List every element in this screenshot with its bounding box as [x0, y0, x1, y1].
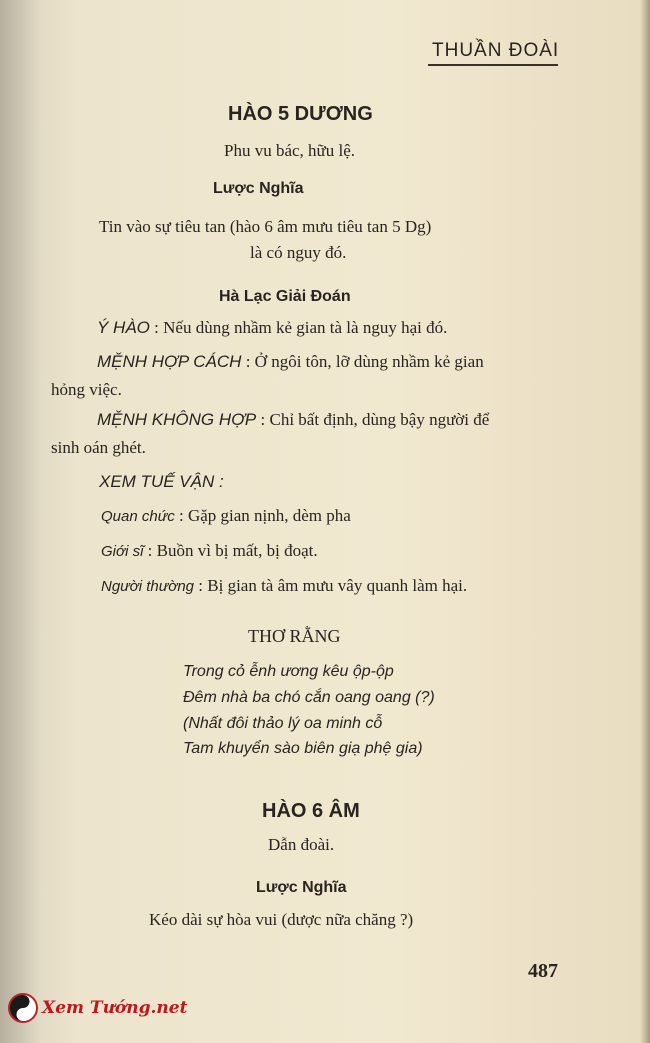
page-edge [640, 0, 650, 1043]
poem-line-1: Trong cỏ ễnh ương kêu ộp-ộp [183, 663, 394, 680]
hao5-heading: HÀO 5 DƯƠNG [228, 103, 373, 125]
hao6-subtitle: Dẫn đoài. [268, 835, 335, 854]
poem-line-3: (Nhất đôi thảo lý oa minh cỗ [183, 715, 383, 732]
watermark-text: Xem Tướng.net [42, 998, 188, 1018]
menh-khong-line [97, 410, 489, 430]
menh-hop-text: : Ở ngôi tôn, lỡ dùng nhầm kẻ gian [245, 352, 484, 371]
gioi-si-text: : Buồn vì bị mất, bị đoạt. [147, 541, 318, 560]
xem-tue-van-label: XEM TUẾ VẬN : [99, 472, 224, 491]
menh-hop-label: MỆNH HỢP CÁCH [97, 352, 242, 371]
yin-yang-icon [8, 993, 38, 1023]
page-number: 487 [528, 960, 558, 982]
quan-chuc-label: Quan chức [101, 508, 175, 525]
hao5-luoc-nghia-line2: là có nguy đó. [250, 243, 347, 262]
quan-chuc-line [101, 506, 351, 526]
y-hao-text: : Nếu dùng nhầm kẻ gian tà là nguy hại đó. [154, 318, 448, 337]
nguoi-thuong-line [101, 576, 467, 596]
spine-shadow [0, 0, 40, 1043]
ha-lac-heading: Hà Lạc Giải Đoán [219, 288, 351, 305]
quan-chuc-text: : Gặp gian nịnh, dèm pha [178, 506, 351, 525]
poem-line-4: Tam khuyển sào biên giạ phệ gia) [183, 740, 423, 757]
menh-hop-text2: hỏng việc. [51, 380, 122, 399]
hao6-luoc-nghia-heading: Lược Nghĩa [256, 879, 347, 896]
menh-khong-label: MỆNH KHÔNG HỢP [97, 410, 257, 429]
menh-khong-text2: sinh oán ghét. [51, 438, 146, 457]
tho-rang-heading: THƠ RẰNG [248, 626, 341, 646]
hao6-luoc-nghia-line1: Kéo dài sự hòa vui (dược nữa chăng ?) [149, 910, 414, 929]
gioi-si-line [101, 541, 318, 561]
site-watermark[interactable] [8, 990, 187, 1026]
hao5-subtitle: Phu vu bác, hữu lệ. [224, 141, 356, 160]
y-hao-line [97, 318, 447, 338]
hao5-luoc-nghia-line1: Tin vào sự tiêu tan (hào 6 âm mưu tiêu tan 5 Dg) [99, 217, 432, 236]
hao6-heading: HÀO 6 ÂM [262, 800, 360, 822]
hao5-luoc-nghia-heading: Lược Nghĩa [213, 180, 304, 197]
gioi-si-label: Giới sĩ [101, 543, 144, 560]
menh-hop-line [97, 352, 484, 372]
nguoi-thuong-text: : Bị gian tà âm mưu vây quanh làm hại. [198, 576, 468, 595]
menh-khong-text: : Chỉ bất định, dùng bậy người để [260, 410, 490, 429]
y-hao-label: Ý HÀO [97, 318, 150, 337]
running-header: THUẦN ĐOÀI [432, 40, 560, 61]
poem-line-2: Đêm nhà ba chó cắn oang oang (?) [183, 689, 435, 706]
header-rule [428, 64, 558, 66]
nguoi-thuong-label: Người thường [101, 578, 195, 595]
